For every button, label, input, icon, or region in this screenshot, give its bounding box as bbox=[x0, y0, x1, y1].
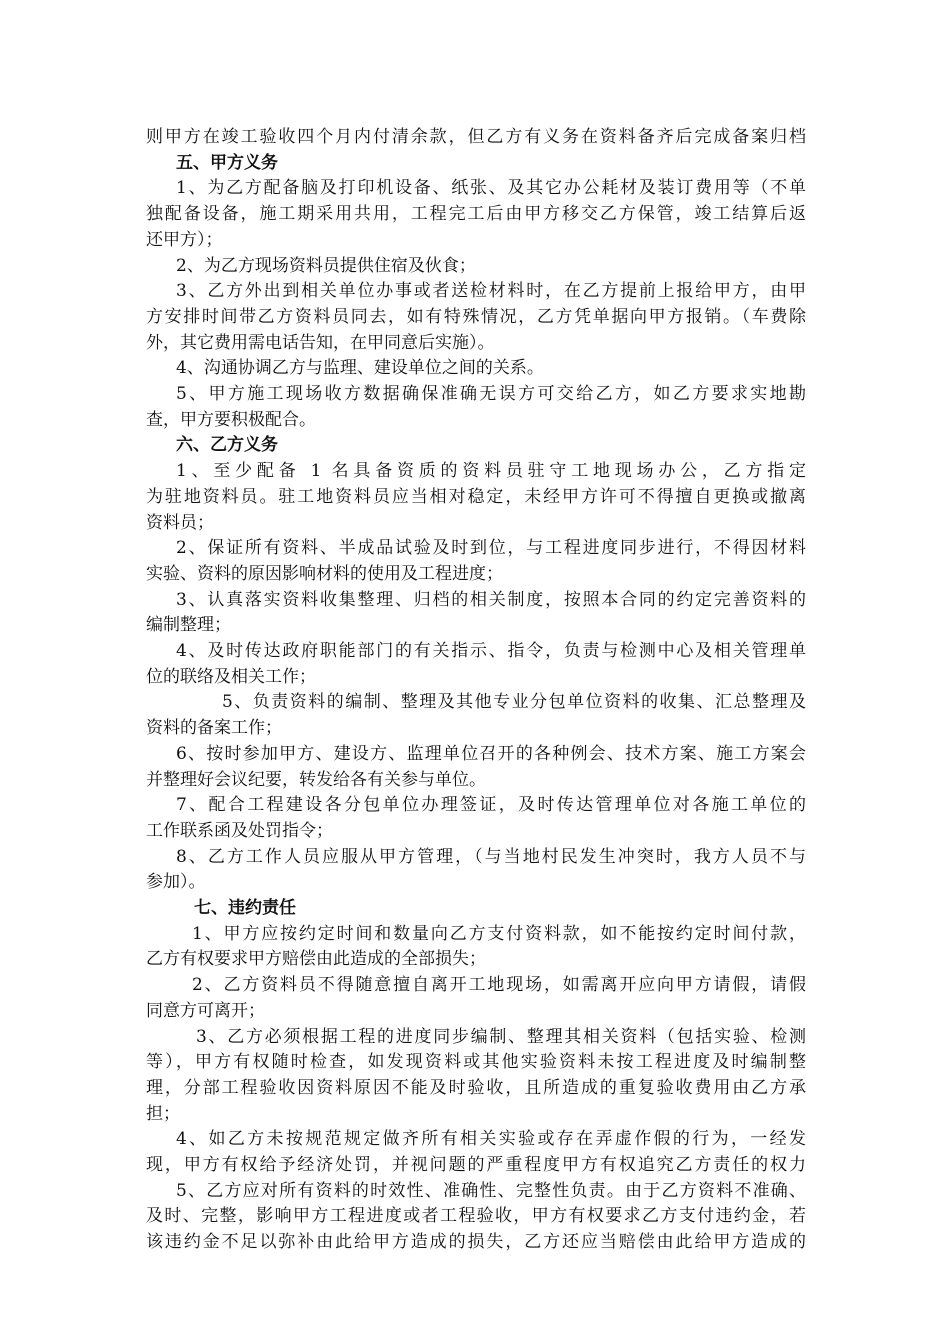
document-text-line: 4、及时传达政府职能部门的有关指示、指令，负责与检测中心及相关管理单 bbox=[176, 641, 806, 661]
document-text-line: 资料的备案工作； bbox=[146, 718, 282, 739]
document-text-line: 方安排时间带乙方资料员同去，如有特殊情况，乙方凭单据向甲方报销。（车费除 bbox=[146, 306, 806, 327]
document-text-line: 编制整理； bbox=[146, 615, 231, 636]
document-text-line: 查，甲方要积极配合。 bbox=[146, 409, 316, 430]
document-text-line: 7、配合工程建设各分包单位办理签证，及时传达管理单位对各施工单位的 bbox=[176, 795, 806, 816]
document-text-line: 1、为乙方配备脑及打印机设备、纸张、及其它办公耗材及装订费用等（不单 bbox=[176, 178, 806, 199]
document-text-line: 理，分部工程验收因资料原因不能及时验收，且所造成的重复验收费用由乙方承 bbox=[146, 1077, 806, 1098]
section-heading: 六、乙方义务 bbox=[176, 435, 278, 456]
document-text-line: 资料员； bbox=[146, 512, 214, 533]
document-text-line: 及时、完整，影响甲方工程进度或者工程验收，甲方有权要求乙方支付违约金，若 bbox=[146, 1206, 806, 1227]
document-text-line: 5、乙方应对所有资料的时效性、准确性、完整性负责。由于乙方资料不准确、 bbox=[176, 1180, 806, 1201]
document-text-line: 外，其它费用需电话告知，在甲同意后实施）。 bbox=[146, 332, 495, 353]
document-text-line: 1、甲方应按约定时间和数量向乙方支付资料款，如不能按约定时间付款， bbox=[192, 923, 806, 944]
document-text-line: 2、保证所有资料、半成品试验及时到位，与工程进度同步进行，不得因材料 bbox=[176, 538, 806, 559]
document-text-line: 3、乙方外出到相关单位办事或者送检材料时，在乙方提前上报给甲方，由甲 bbox=[176, 281, 806, 302]
document-text-line: 实验、资料的原因影响材料的使用及工程进度； bbox=[146, 563, 503, 584]
document-text-line: 4、如乙方未按规范规定做齐所有相关实验或存在弄虚作假的行为，一经发 bbox=[176, 1129, 806, 1150]
document-text-line: 2、乙方资料员不得随意擅自离开工地现场，如需离开应向甲方请假，请假 bbox=[192, 975, 806, 996]
document-text-line: 1、至少配备 1 名具备资质的资料员驻守工地现场办公，乙方指定 bbox=[176, 461, 806, 482]
document-text-line: 8、乙方工作人员应服从甲方管理，（与当地村民发生冲突时，我方人员不与 bbox=[176, 846, 806, 867]
document-text-line: 工作联系函及处罚指令； bbox=[146, 820, 333, 841]
document-text-line: 5、甲方施工现场收方数据确保准确无误方可交给乙方，如乙方要求实地勘 bbox=[176, 384, 806, 404]
document-text-line: 该违约金不足以弥补由此给甲方造成的损失，乙方还应当赔偿由此给甲方造成的 bbox=[146, 1232, 806, 1253]
document-text-line: 现，甲方有权给予经济处罚，并视问题的严重程度甲方有权追究乙方责任的权力 bbox=[146, 1155, 806, 1175]
document-text-line: 4、沟通协调乙方与监理、建设单位之间的关系。 bbox=[176, 358, 544, 379]
document-text-line: 位的联络及相关工作； bbox=[146, 666, 316, 687]
document-text-line: 3、乙方必须根据工程的进度同步编制、整理其相关资料（包括实验、检测 bbox=[196, 1026, 806, 1047]
document-text-line: 等），甲方有权随时检查，如发现资料或其他实验资料未按工程进度及时编制整 bbox=[146, 1052, 806, 1073]
document-text-line: 担； bbox=[146, 1103, 180, 1124]
document-text-line: 2、为乙方现场资料员提供住宿及伙食； bbox=[176, 255, 476, 276]
section-heading: 七、违约责任 bbox=[194, 898, 296, 918]
document-text-line: 还甲方）； bbox=[146, 229, 223, 250]
document-text-line: 3、认真落实资料收集整理、归档的相关制度，按照本合同的约定完善资料的 bbox=[176, 589, 806, 610]
document-text-line: 则甲方在竣工验收四个月内付清余款，但乙方有义务在资料备齐后完成备案归档 bbox=[146, 127, 806, 147]
document-text-line: 同意方可离开； bbox=[146, 1000, 265, 1021]
document-text-line: 独配备设备，施工期采用共用，工程完工后由甲方移交乙方保管，竣工结算后返 bbox=[146, 204, 806, 225]
section-heading: 五、甲方义务 bbox=[176, 152, 278, 173]
document-text-line: 5、负责资料的编制、整理及其他专业分包单位资料的收集、汇总整理及 bbox=[222, 692, 806, 713]
document-text-line: 并整理好会议纪要，转发给各有关参与单位。 bbox=[146, 769, 486, 790]
document-text-line: 乙方有权要求甲方赔偿由此造成的全部损失； bbox=[146, 949, 486, 970]
document-text-line: 为驻地资料员。驻工地资料员应当相对稳定，未经甲方许可不得擅自更换或撤离 bbox=[146, 486, 806, 507]
document-text-line: 参加）。 bbox=[146, 872, 206, 893]
document-text-line: 6、按时参加甲方、建设方、监理单位召开的各种例会、技术方案、施工方案会 bbox=[176, 743, 806, 764]
